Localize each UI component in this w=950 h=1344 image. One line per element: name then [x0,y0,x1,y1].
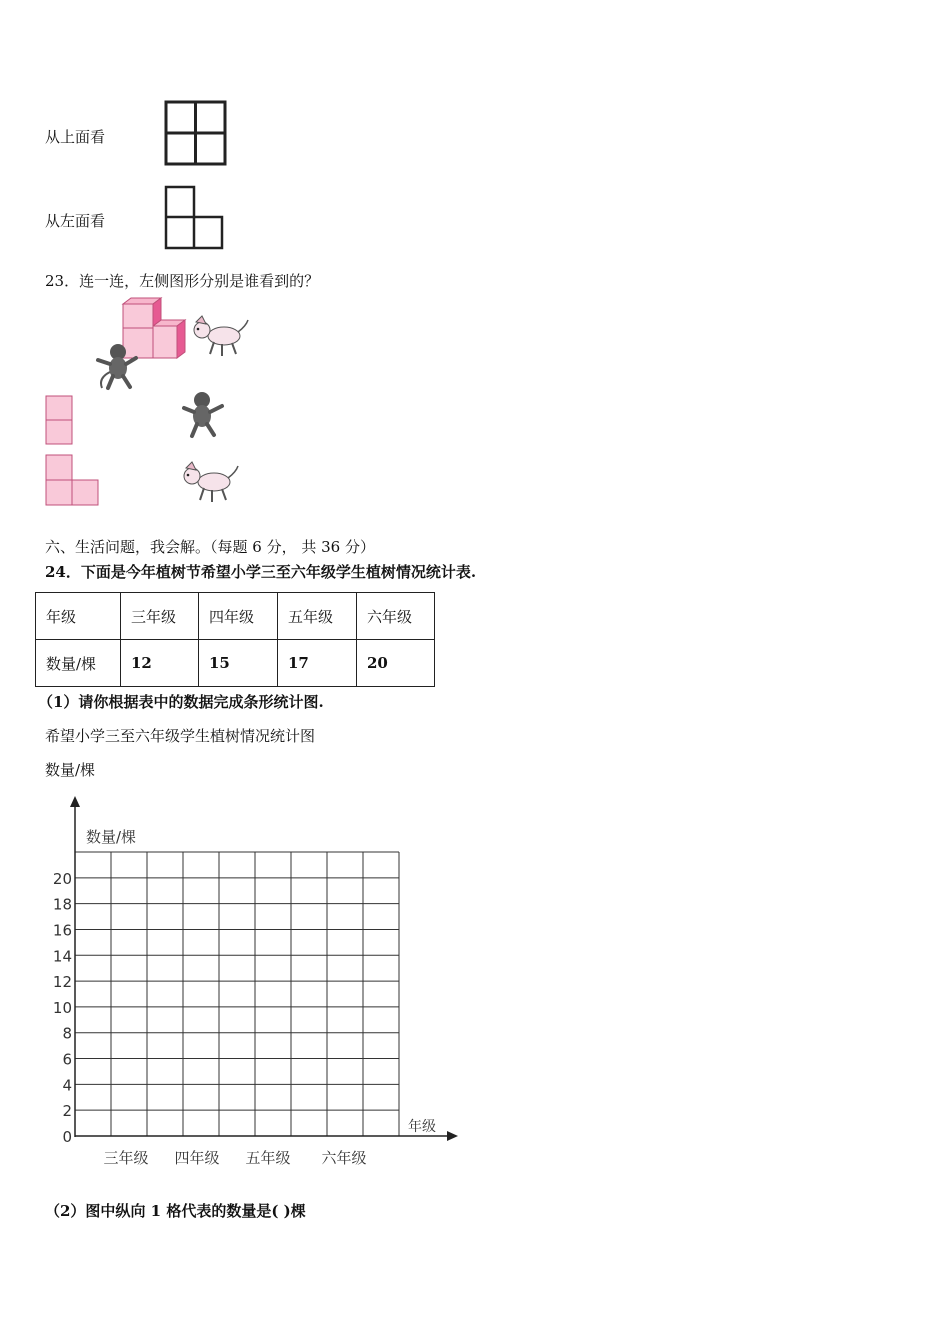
top-view-figure [160,98,230,168]
left-view-label: 从左面看 [45,212,106,230]
table-cell: 五年级 [278,593,357,640]
y-tick-label: 2 [62,1102,72,1121]
y-tick-label: 0 [62,1128,72,1146]
table-cell: 年级 [36,593,121,640]
table-cell: 17 [278,640,357,687]
x-axis-label: 年级 [408,1119,436,1135]
chart-title: 希望小学三至六年级学生植树情况统计图 [45,727,316,745]
bar-chart-grid [40,790,470,1180]
monkey-option-icon [180,390,228,440]
table-header-row [36,593,435,640]
dog-option-icon [180,460,242,506]
left-view-figure [160,183,230,253]
y-tick-label: 8 [62,1024,72,1043]
chart-unit-label: 数量/棵 [45,761,96,779]
y-tick-label: 4 [62,1076,72,1095]
x-category-label: 三年级 [103,1149,149,1167]
table-cell: 四年级 [199,593,278,640]
question-23: 23．连一连，左侧图形分别是谁看到的？ [45,272,320,290]
dog-icon [188,312,250,360]
table-cell: 20 [357,640,435,687]
monkey-icon [92,342,140,392]
table-cell: 六年级 [357,593,435,640]
x-axis-arrow [447,1131,458,1141]
y-tick-label: 16 [52,921,72,940]
table-cell: 数量/棵 [36,640,121,687]
y-tick-label: 10 [52,998,72,1017]
x-category-label: 五年级 [245,1149,291,1167]
table-cell: 12 [121,640,199,687]
y-tick-label: 12 [52,973,72,992]
table-cell: 15 [199,640,278,687]
table-cell: 三年级 [121,593,199,640]
chart-grid [75,852,399,1136]
x-category-label: 四年级 [174,1149,220,1167]
top-view-label: 从上面看 [45,128,106,146]
view-option-stacked [44,394,76,446]
table-row [36,640,435,687]
x-category-label: 六年级 [321,1149,367,1167]
question-24-part-1: （1）请你根据表中的数据完成条形统计图. [38,693,324,711]
y-tick-label: 6 [62,1050,72,1069]
y-axis-label: 数量/棵 [86,828,137,846]
question-24: 24．下面是今年植树节希望小学三至六年级学生植树情况统计表. [45,563,477,581]
section-6-title: 六、生活问题，我会解。（每题 6 分， 共 36 分） [45,538,375,556]
y-axis-arrow [70,796,80,807]
y-tick-label: 18 [52,895,72,914]
question-24-part-2: （2）图中纵向 1 格代表的数量是( )棵 [45,1202,306,1220]
planting-stats-table [35,592,435,687]
y-tick-label: 20 [52,869,72,888]
y-tick-label: 14 [52,947,72,966]
view-option-l-shape [44,453,100,507]
